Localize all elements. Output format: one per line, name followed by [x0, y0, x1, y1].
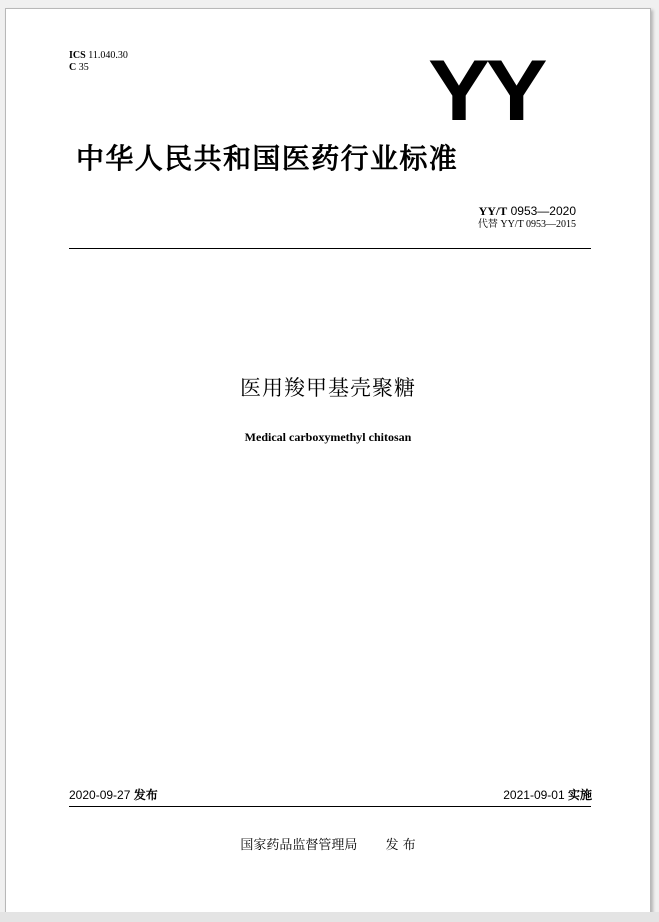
viewer-bottom-strip [0, 912, 659, 922]
header-divider [69, 248, 591, 249]
document-page [5, 8, 651, 913]
ics-code: ICS 11.040.30 [69, 50, 128, 61]
standard-number: YY/T 0953—2020 [478, 204, 576, 218]
class-code: C 35 [69, 62, 89, 73]
footer-divider [69, 806, 591, 807]
standard-type-title: 中华人民共和国医药行业标准 [76, 142, 459, 175]
document-title-cn: 医用羧甲基壳聚糖 [240, 376, 416, 400]
classification-codes [69, 50, 128, 74]
issuer-action: 发 布 [385, 838, 416, 853]
replaces-standard: 代替 YY/T 0953—2015 [477, 219, 576, 230]
issuer-line [6, 838, 650, 854]
document-title-en: Medical carboxymethyl chitosan [244, 430, 412, 444]
effective-date: 2021-09-01 实施 [503, 788, 592, 802]
yy-logo: YY [428, 43, 544, 139]
issuer-name: 国家药品监督管理局 [240, 838, 358, 853]
issued-date: 2020-09-27 发布 [69, 788, 158, 802]
